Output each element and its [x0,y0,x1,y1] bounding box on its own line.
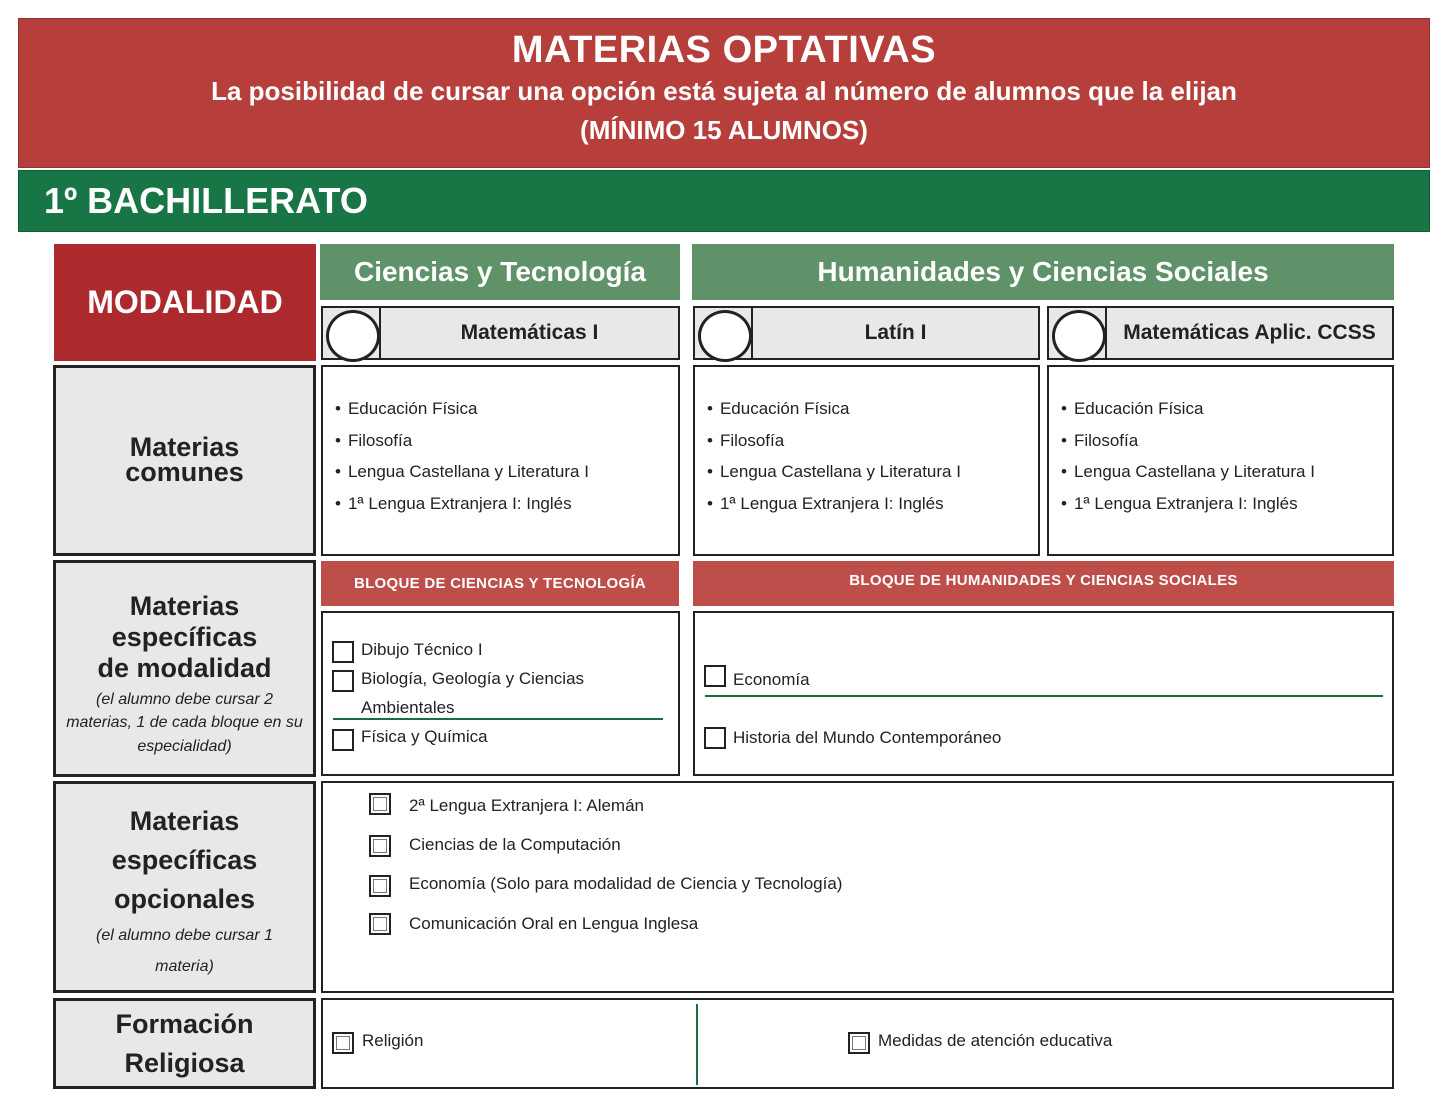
list-item: • 1ª Lengua Extranjera I: Inglés [707,494,961,526]
bloque-humanidades-box [693,611,1394,776]
religiosa-box [321,998,1394,1089]
ciencias-header: Ciencias y Tecnología [320,244,680,300]
page-title: MATERIAS OPTATIVAS [511,29,937,71]
list-item: • Filosofía [335,431,589,463]
subject-label: Historia del Mundo Contemporáneo [733,728,1002,747]
subject-label: Comunicación Oral en Lengua Inglesa [409,914,699,933]
subject-label: Economía (Solo para modalidad de Ciencia y Tecnología) [409,874,843,893]
list-item: • Filosofía [707,431,961,463]
opcionales-label: Materias específicas opcionales (el alumno debe cursar 1 materia) [53,781,316,993]
comunes-list-latin [693,365,1040,556]
checkbox-fisica-quimica[interactable] [332,729,354,751]
option-latin-i [693,306,1040,360]
list-item: • Educación Física [335,399,589,431]
radio-latin-i[interactable] [698,310,752,362]
list-item: • Lengua Castellana y Literatura I [335,462,589,494]
religiosa-label: Formación Religiosa [53,998,316,1089]
opcionales-box [321,781,1394,993]
list-item: • 1ª Lengua Extranjera I: Inglés [335,494,589,526]
subject-label: Ciencias de la Computación [409,835,621,854]
option-label: Matemáticas I [460,321,599,344]
option-matematicas-i [321,306,680,360]
option-label: Matemáticas Aplic. CCSS [1123,321,1376,344]
bloque-ciencias-box [321,611,680,776]
comunes-list-ciencias [321,365,680,556]
checkbox-medidas[interactable] [848,1032,870,1054]
subject-label: Medidas de atención educativa [878,1031,1113,1050]
list-item: • Lengua Castellana y Literatura I [707,462,961,494]
bloque-ciencias-header: BLOQUE DE CIENCIAS Y TECNOLOGÍA [321,561,679,606]
checkbox-historia[interactable] [704,727,726,749]
list-item: • Lengua Castellana y Literatura I [1061,462,1315,494]
subject-label: Economía [733,670,810,689]
list-item: • Educación Física [1061,399,1315,431]
subject-label: Física y Química [361,727,488,746]
divider [696,1004,698,1085]
divider [333,718,663,720]
option-matematicas-ccss [1047,306,1394,360]
minimum-note: (MÍNIMO 15 ALUMNOS) [580,115,868,145]
checkbox-biologia[interactable] [332,670,354,692]
radio-matematicas-i[interactable] [326,310,380,362]
subject-label: Dibujo Técnico I [361,640,483,659]
bloque-humanidades-header: BLOQUE DE HUMANIDADES Y CIENCIAS SOCIALES [693,561,1394,606]
subject-label: Biología, Geología y Ciencias [361,669,585,688]
subject-label: 2ª Lengua Extranjera I: Alemán [409,796,644,815]
option-label: Latín I [864,321,927,344]
checkbox-religion[interactable] [332,1032,354,1054]
page-subtitle: La posibilidad de cursar una opción está sujeta al número de alumnos que la elijan [211,76,1237,106]
header-banner [18,18,1430,168]
checkbox-economia-opcional[interactable] [369,875,391,897]
list-item: • Educación Física [707,399,961,431]
humanidades-header: Humanidades y Ciencias Sociales [692,244,1394,300]
subject-label: Religión [362,1031,424,1050]
divider [705,695,1383,697]
checkbox-computacion[interactable] [369,835,391,857]
modalidad-label: MODALIDAD [54,244,316,361]
checkbox-aleman[interactable] [369,793,391,815]
list-item: • Filosofía [1061,431,1315,463]
subject-label: Ambientales [361,698,455,717]
list-item: • 1ª Lengua Extranjera I: Inglés [1061,494,1315,526]
comunes-label: Materias comunes [53,365,316,556]
checkbox-comunicacion-oral[interactable] [369,913,391,935]
grade-title: 1º BACHILLERATO [18,170,1430,232]
checkbox-economia[interactable] [704,665,726,687]
checkbox-dibujo-tecnico[interactable] [332,641,354,663]
especificas-label: Materias específicas de modalidad (el alumno debe cursar 2 materias, 1 de cada bloque en su especialidad) [53,560,316,777]
radio-matematicas-ccss[interactable] [1052,310,1106,362]
comunes-list-ccss [1047,365,1394,556]
